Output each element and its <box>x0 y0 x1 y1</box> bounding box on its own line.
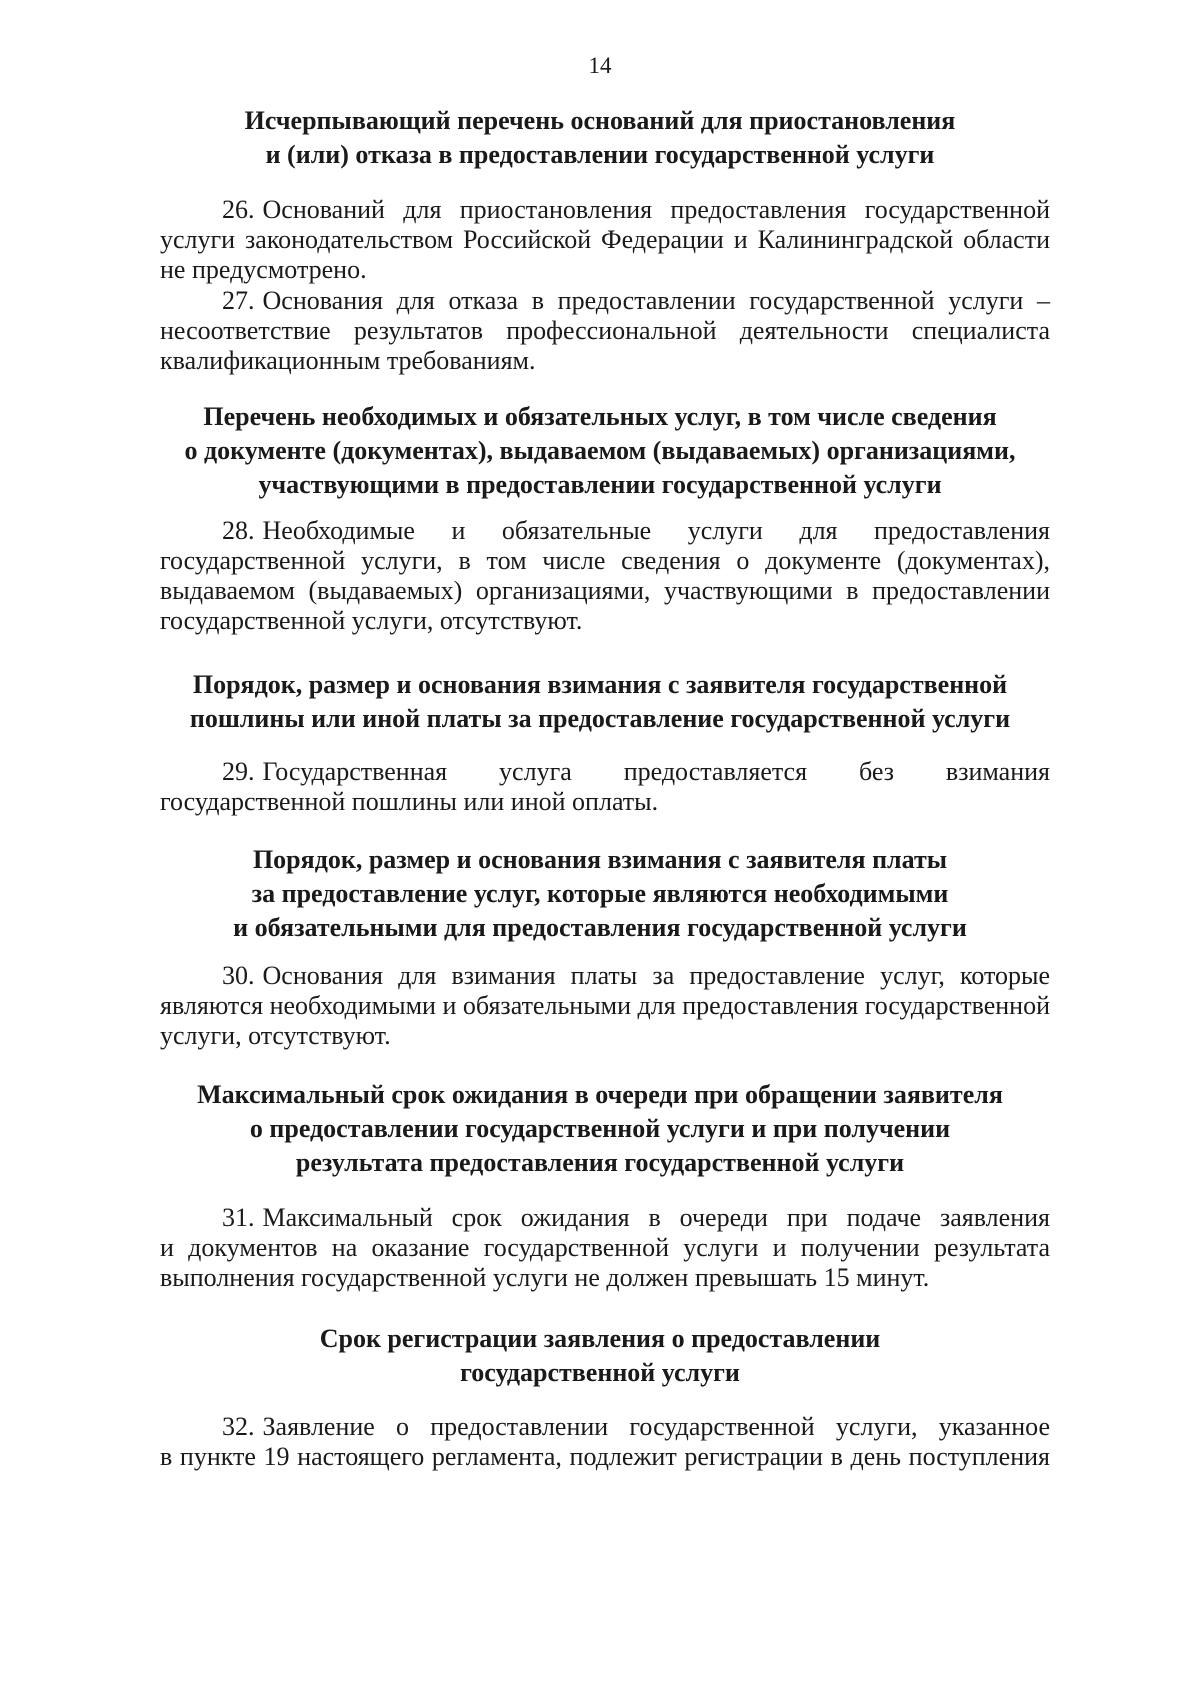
paragraph-number: 32. <box>222 1412 255 1441</box>
heading-line: и обязательными для предоставления государственной услуги <box>233 913 967 942</box>
paragraph-30 <box>160 961 1050 1051</box>
paragraph-32 <box>160 1412 1050 1472</box>
heading-line: Исчерпывающий перечень оснований для приостановления <box>244 106 956 135</box>
paragraph-text: Необходимые и обязательные услуги для предоставления <box>262 516 1050 545</box>
heading-line: Максимальный срок ожидания в очереди при обращении заявителя <box>197 1080 1003 1109</box>
page-number: 14 <box>588 53 612 78</box>
paragraph-text: Заявление о предоставлении государственной услуги, указанное <box>262 1412 1050 1441</box>
paragraph-line <box>160 286 1050 316</box>
paragraph-line: в пункте 19 настоящего регламента, подлежит регистрации в день поступления <box>160 1442 1050 1471</box>
paragraph-28 <box>160 516 1050 636</box>
heading-line: и (или) отказа в предоставлении государственной услуги <box>265 140 935 169</box>
heading-line: пошлины или иной платы за предоставление государственной услуги <box>189 704 1011 733</box>
heading-line: государственной услуги <box>460 1358 740 1387</box>
paragraph-number: 27. <box>222 286 255 315</box>
paragraph-31 <box>160 1203 1050 1293</box>
heading-line: Порядок, размер и основания взимания с заявителя платы <box>252 845 948 874</box>
paragraph-line: квалификационным требованиям. <box>160 346 536 375</box>
paragraph-line: услуги законодательством Российской Федерации и Калининградской области <box>160 225 1050 254</box>
heading-line: о предоставлении государственной услуги и при получении <box>249 1114 951 1143</box>
paragraph-line: выполнения государственной услуги не должен превышать 15 минут. <box>160 1263 930 1292</box>
paragraph-line <box>160 961 1050 991</box>
heading-line: результата предоставления государственной услуги <box>295 1148 905 1177</box>
paragraph-26 <box>160 195 1050 285</box>
section-heading <box>150 843 1050 945</box>
heading-line: за предоставление услуг, которые являются необходимыми <box>251 879 949 908</box>
section-heading <box>150 400 1050 502</box>
paragraph-line <box>160 757 1050 787</box>
section-heading <box>150 1322 1050 1390</box>
paragraph-number: 29. <box>222 757 255 786</box>
section-heading <box>150 1078 1050 1180</box>
paragraph-number: 28. <box>222 516 255 545</box>
paragraph-27 <box>160 286 1050 376</box>
paragraph-line: государственной услуги, в том числе сведения о документе (документах), <box>160 546 1050 575</box>
heading-line: Порядок, размер и основания взимания с заявителя государственной <box>192 670 1008 699</box>
paragraph-line: государственной услуги, отсутствуют. <box>160 606 583 635</box>
section-heading <box>150 668 1050 736</box>
paragraph-line: не предусмотрено. <box>160 255 367 284</box>
heading-line: участвующими в предоставлении государственной услуги <box>258 470 942 499</box>
paragraph-line: несоответствие результатов профессиональной деятельности специалиста <box>160 316 1050 345</box>
paragraph-text: Максимальный срок ожидания в очереди при подаче заявления <box>262 1203 1050 1232</box>
paragraph-text: Основания для взимания платы за предоставление услуг, которые <box>262 961 1050 990</box>
heading-line: Перечень необходимых и обязательных услуг, в том числе сведения <box>203 402 997 431</box>
paragraph-text: Оснований для приостановления предоставления государственной <box>262 195 1050 224</box>
paragraph-line: и документов на оказание государственной услуги и получении результата <box>160 1233 1050 1262</box>
paragraph-text: Основания для отказа в предоставлении государственной услуги – <box>262 286 1050 315</box>
heading-line: Срок регистрации заявления о предоставлении <box>319 1324 881 1353</box>
paragraph-line: услуги, отсутствуют. <box>160 1021 391 1050</box>
paragraph-line: являются необходимыми и обязательными для предоставления государственной <box>160 991 1050 1020</box>
heading-line: о документе (документах), выдаваемом (выдаваемых) организациями, <box>184 436 1016 465</box>
paragraph-line <box>160 516 1050 546</box>
paragraph-number: 30. <box>222 961 255 990</box>
paragraph-line: выдаваемом (выдаваемых) организациями, участвующими в предоставлении <box>160 576 1050 605</box>
paragraph-line <box>160 1203 1050 1233</box>
paragraph-text: Государственная услуга предоставляется без взимания <box>262 757 1050 786</box>
paragraph-line <box>160 195 1050 225</box>
paragraph-29 <box>160 757 1050 817</box>
paragraph-line <box>160 1412 1050 1442</box>
section-heading <box>150 104 1050 172</box>
paragraph-number: 31. <box>222 1203 255 1232</box>
paragraph-number: 26. <box>222 195 255 224</box>
paragraph-line: государственной пошлины или иной оплаты. <box>160 787 659 816</box>
